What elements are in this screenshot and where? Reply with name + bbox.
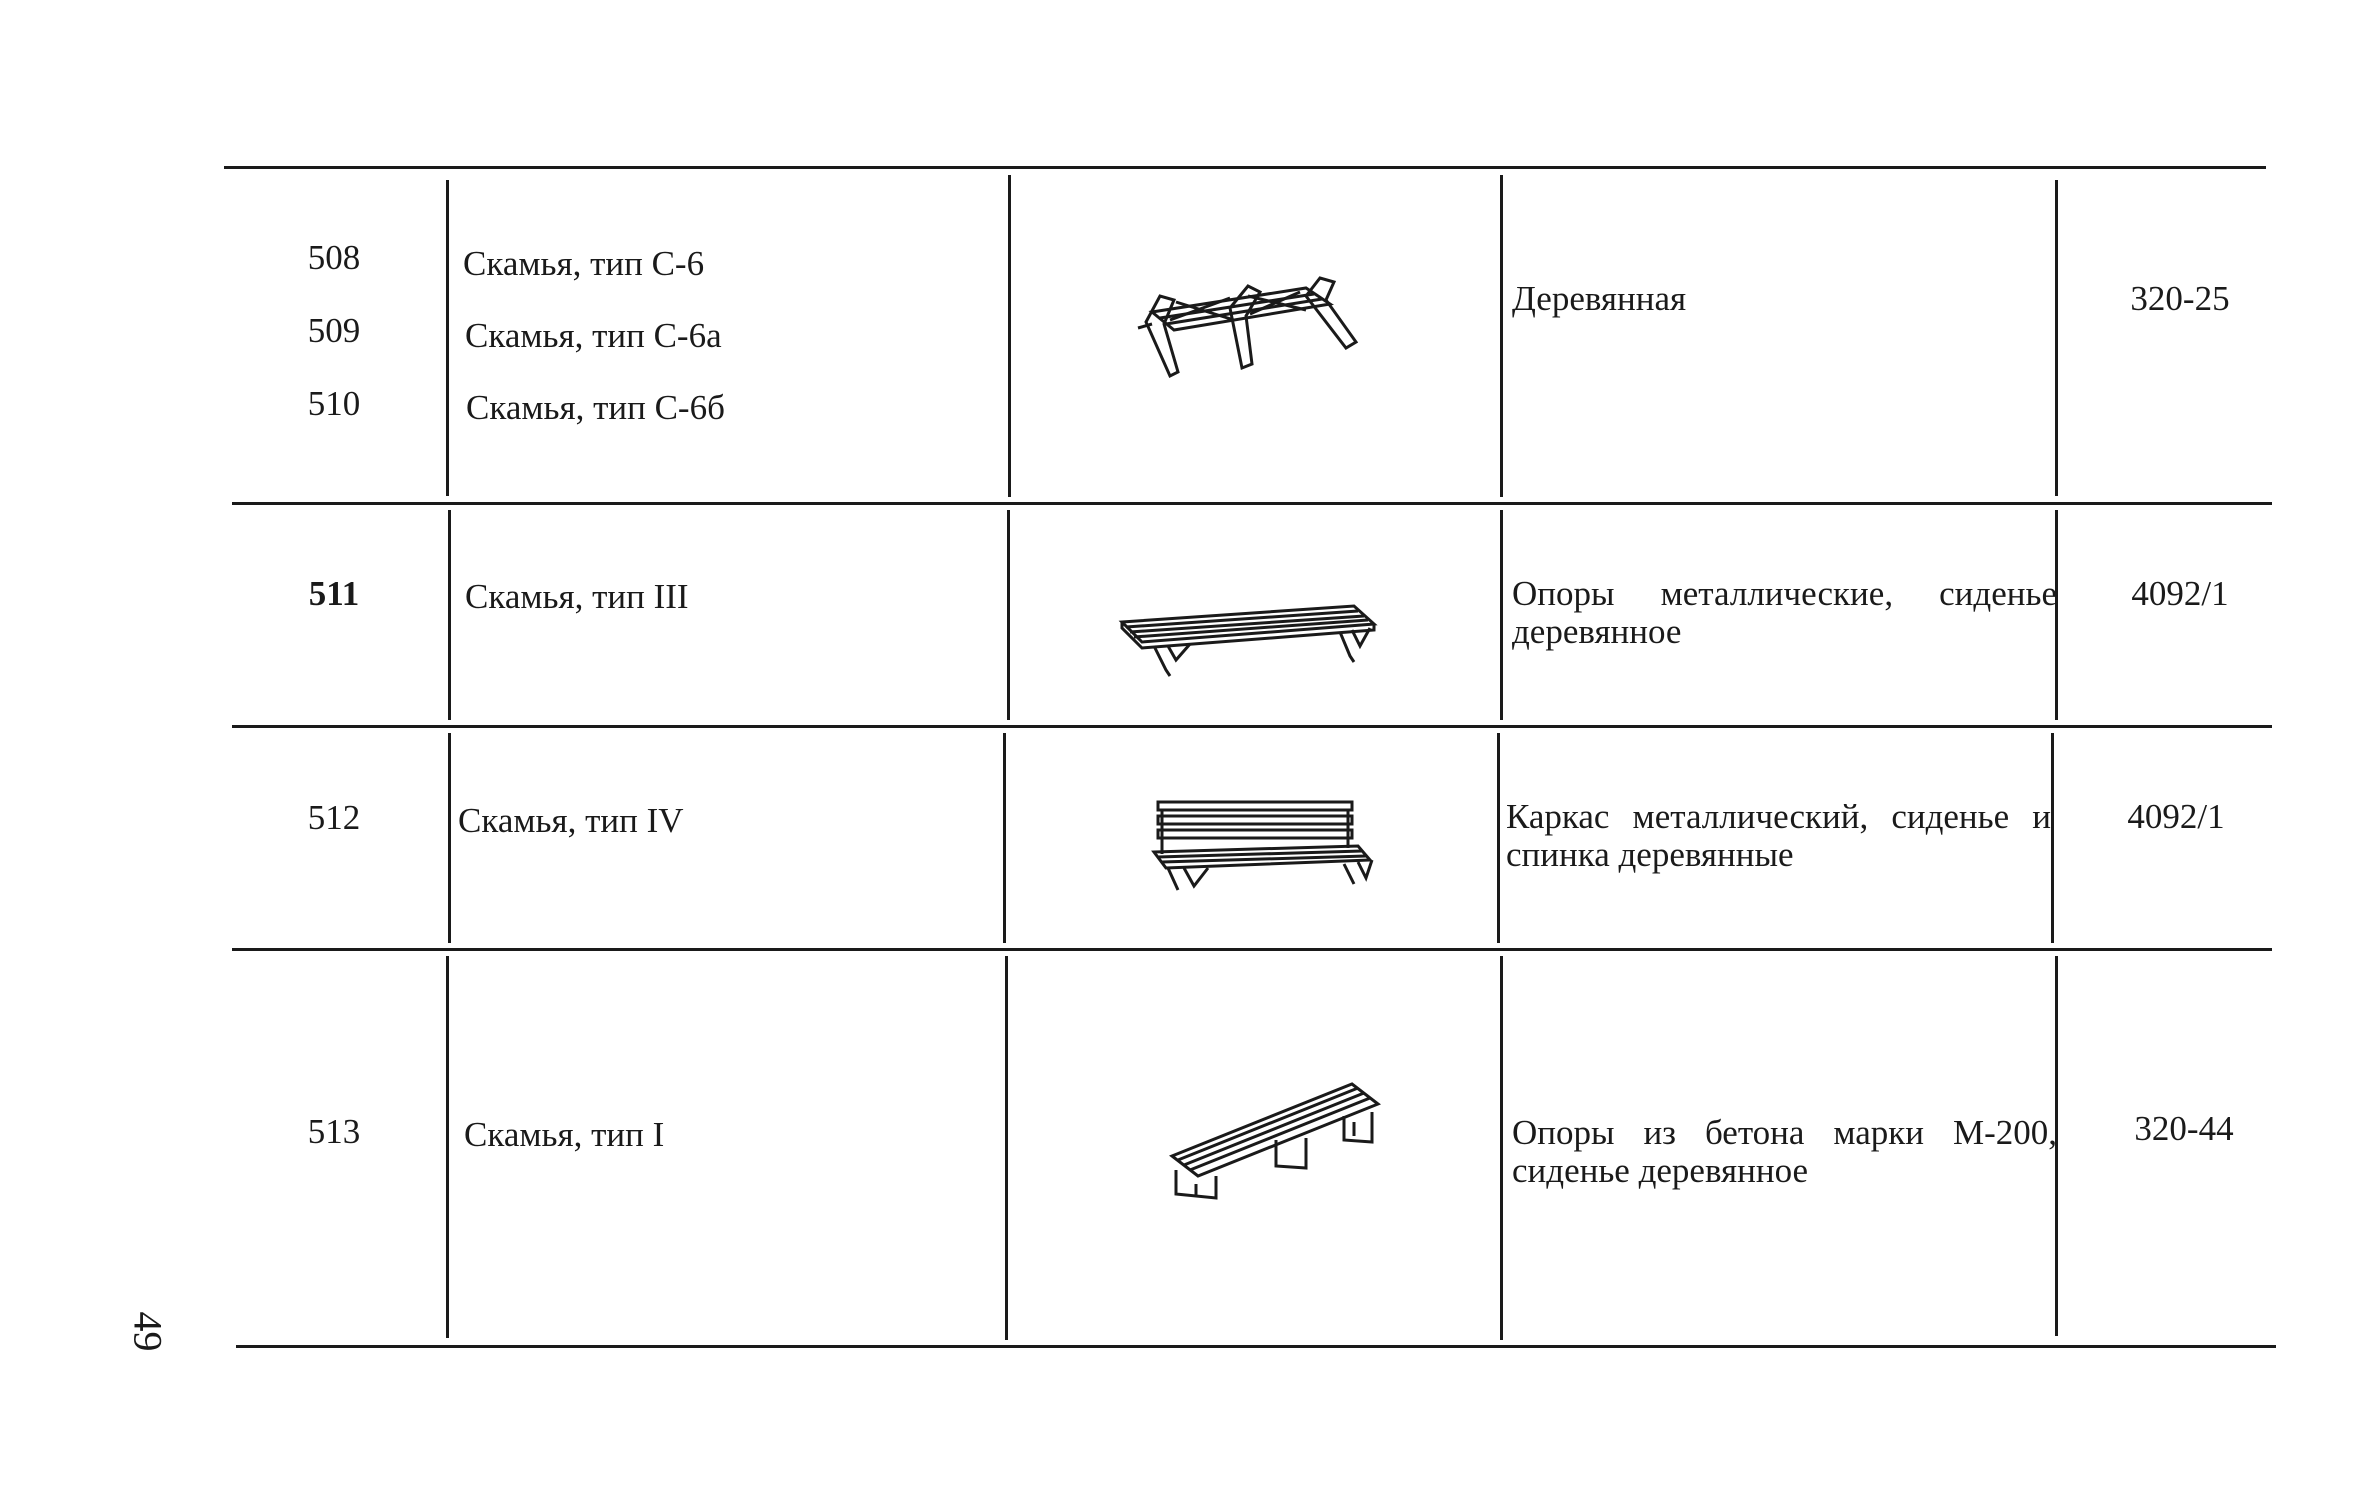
item-number: 511 [308,574,360,613]
column-rule [448,510,451,720]
column-rule [1497,733,1500,943]
item-number: 513 [307,1112,361,1151]
item-number: 512 [307,798,361,837]
item-name: Скамья, тип I [464,1115,665,1154]
item-material: Деревянная [1512,279,1687,318]
item-code: 320-25 [2130,279,2230,318]
page-number: 49 [125,1311,171,1352]
column-rule [1005,956,1008,1340]
item-number: 510 [307,384,361,423]
item-name: Скамья, тип С-6а [465,316,722,355]
bench-type-iv-icon [1148,796,1378,898]
column-rule [2055,180,2058,496]
column-rule [2051,733,2054,943]
row-divider-1 [232,502,2272,505]
item-name: Скамья, тип С-6б [466,388,725,427]
item-code: 4092/1 [2131,574,2229,613]
bench-type-iii-icon [1118,600,1378,682]
item-material: Опоры из бетона марки М-200, сиденье деревянное [1512,1113,2057,1190]
item-material: Каркас металлический, сиденье и спинка деревянные [1506,797,2051,874]
item-number: 508 [307,238,361,277]
column-rule [1007,510,1010,720]
item-material: Опоры металлические, сиденье деревянное [1512,574,2057,651]
column-rule [1500,956,1503,1340]
row-divider-2 [232,725,2272,728]
column-rule [1003,733,1006,943]
column-rule [1500,510,1503,720]
row-divider-3 [232,948,2272,951]
item-number: 509 [307,311,361,350]
column-rule [448,733,451,943]
column-rule [1008,175,1011,497]
item-code: 320-44 [2134,1109,2234,1148]
bench-type-i-icon [1168,1076,1388,1206]
item-name: Скамья, тип III [465,577,689,616]
item-name: Скамья, тип С-6 [463,244,705,283]
column-rule [1500,175,1503,497]
column-rule [446,956,449,1338]
column-rule [446,180,449,496]
bench-c6-icon [1130,272,1370,384]
item-code: 4092/1 [2127,797,2225,836]
table-top-rule [224,166,2266,169]
table-bottom-rule [236,1345,2276,1348]
item-name: Скамья, тип IV [458,801,684,840]
